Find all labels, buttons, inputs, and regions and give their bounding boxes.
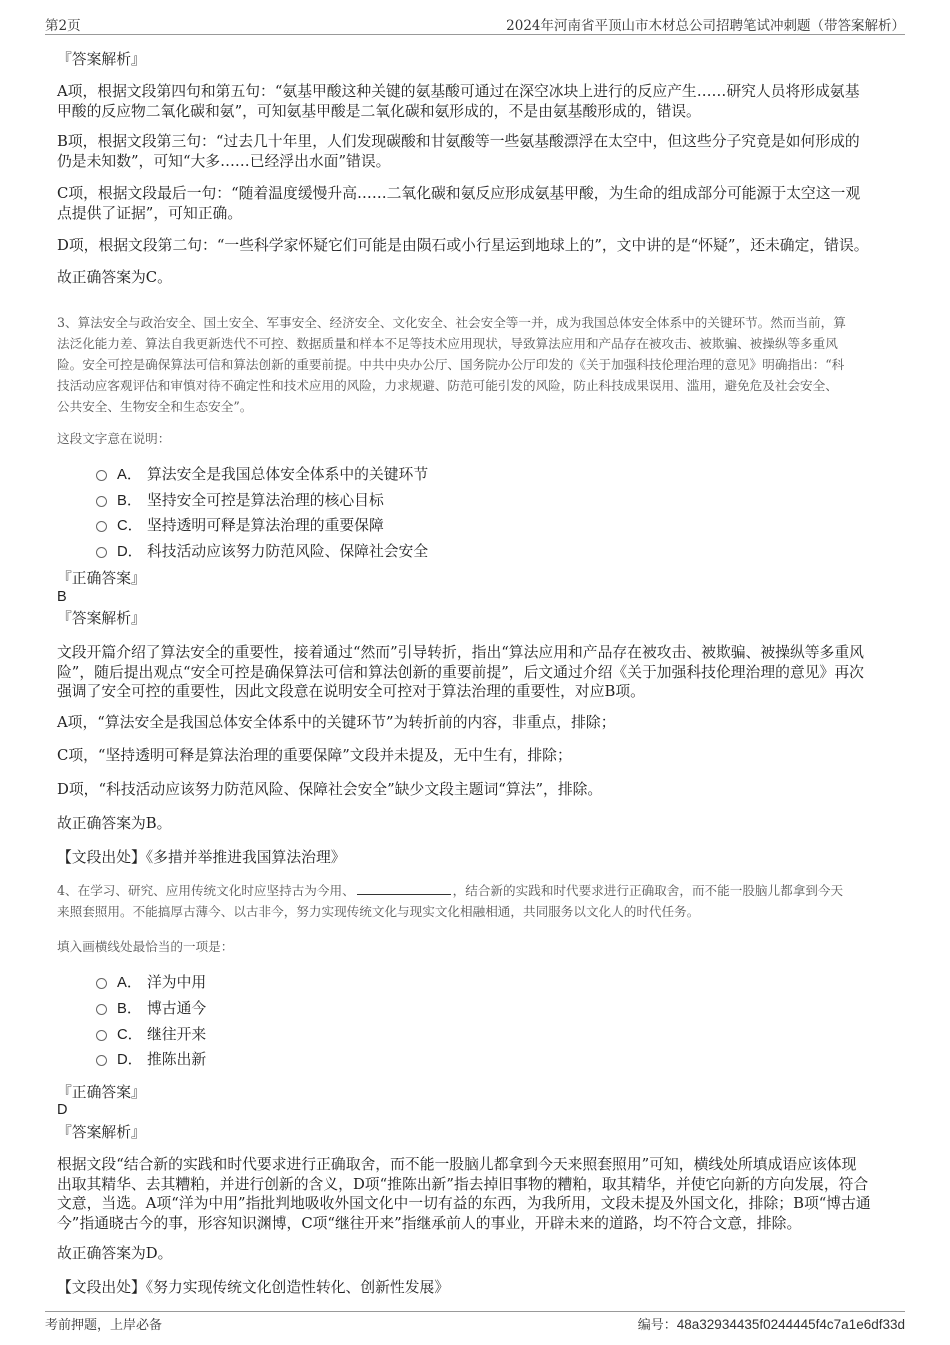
text-line: 文意，当选。A项“洋为中用”指批判地吸收外国文化中一切有益的东西，为我所用，文段未提及外国文化，排除；B项“博古通 [57,1195,871,1212]
radio-icon[interactable] [96,1030,107,1041]
q3-source: 【文段出处】《多措并举推进我国算法治理》 [57,849,346,866]
document-id [638,1314,905,1333]
q3-option-b[interactable] [96,489,384,509]
fill-blank [357,882,451,895]
q3-option-d[interactable] [96,540,428,560]
document-title: 2024年河南省平顶山市木材总公司招聘笔试冲刺题（带答案解析） [506,18,905,34]
q4-option-b[interactable] [96,997,206,1017]
text-line: 仍是未知数”，可知“大多……已经浮出水面”错误。 [57,152,391,170]
radio-icon[interactable] [96,547,107,558]
q4-option-d[interactable] [96,1048,206,1068]
q3-analysis [57,643,889,702]
radio-icon[interactable] [96,496,107,507]
q3-option-a-analysis: A项，“算法安全是我国总体安全体系中的关键环节”为转折前的内容，非重点，排除； [57,714,616,731]
q4-prompt: 填入画横线处最恰当的一项是： [57,939,234,954]
option-letter: A． [117,466,142,483]
q3-analysis-label: 『答案解析』 [57,610,146,627]
text-line: B项，根据文段第三句：“过去几十年里，人们发现碳酸和甘氨酸等一些氨基酸漂浮在太空中，但这些分子究竟是如何形成的 [57,133,860,150]
text-line: 来照套照用。不能搞厚古薄今、以古非今，努力实现传统文化与现实文化相融相通，共同服务以文化人的时代任务。 [57,904,700,919]
footer-slogan: 考前押题，上岸必备 [45,1317,163,1333]
q4-correct-label: 『正确答案』 [57,1084,146,1101]
q4-analysis-label: 『答案解析』 [57,1124,146,1141]
option-letter: C． [117,517,143,534]
option-text: 算法安全是我国总体安全体系中的关键环节 [147,465,429,483]
text-line: 技活动应客观评估和审慎对待不确定性和技术应用的风险，力求规避、防范可能引发的风险，防止科技成果误用、滥用，避免危及社会安全、 [57,378,838,393]
q3-option-c[interactable] [96,514,384,534]
page-number: 第2页 [45,18,81,34]
option-text: 继往开来 [147,1025,207,1043]
q4-source: 【文段出处】《努力实现传统文化创造性转化、创新性发展》 [57,1279,450,1296]
text-segment: ，结合新的实践和时代要求进行正确取舍，而不能一股脑儿都拿到今天 [452,883,844,898]
option-letter: D． [117,1051,143,1068]
q4-option-a[interactable] [96,971,206,991]
text-line: 根据文段“结合新的实践和时代要求进行正确取舍，而不能一股脑儿都拿到今天来照套照用”可知，横线处所填成语应该体现 [57,1156,857,1173]
q2-option-b-analysis [57,132,889,171]
text-line: 公共安全、生物安全和生态安全”。 [57,399,253,414]
option-letter: B． [117,1000,142,1017]
text-line: C项，根据文段最后一句：“随着温度缓慢升高……二氧化碳和氨反应形成氨基甲酸，为生命的组成部分可能源于太空这一观 [57,185,861,202]
option-text: 推陈出新 [147,1050,207,1068]
document-id-label: 编号： [637,1317,677,1333]
option-letter: D． [117,543,143,560]
radio-icon[interactable] [96,978,107,989]
option-letter: B． [117,492,142,509]
text-line: 险”，随后提出观点“安全可控是确保算法可信和算法创新的重要前提”，后文通过介绍《关于加强科技伦理治理的意见》再次 [57,663,864,681]
radio-icon[interactable] [96,1055,107,1066]
radio-icon[interactable] [96,1004,107,1015]
option-letter: C． [117,1026,143,1043]
q3-option-c-analysis: C项，“坚持透明可释是算法治理的重要保障”文段并未提及，无中生有，排除； [57,747,572,764]
q3-conclusion: 故正确答案为B。 [57,815,172,832]
page-footer [45,1311,905,1334]
q3-prompt: 这段文字意在说明： [57,431,171,446]
q2-option-d-analysis: D项，根据文段第二句：“一些科学家怀疑它们可能是由陨石或小行星运到地球上的”，文中讲的是“怀疑”，还未确定，错误。 [57,237,869,254]
text-line: 文段开篇介绍了算法安全的重要性，接着通过“然而”引导转折，指出“算法应用和产品存在被攻击、被欺骗、被操纵等多重风 [57,644,864,661]
q2-analysis-label: 『答案解析』 [57,51,146,68]
text-line: 险。安全可控是确保算法可信和算法创新的重要前提。中共中央办公厅、国务院办公厅印发的《关于加强科技伦理治理的意见》明确指出：“科 [57,357,845,372]
q4-conclusion: 故正确答案为D。 [57,1245,173,1262]
q4-analysis [57,1155,889,1233]
text-line: 点提供了证据”，可知正确。 [57,204,243,222]
option-text: 坚持安全可控是算法治理的核心目标 [147,491,384,509]
option-text: 博古通今 [147,999,207,1017]
q3-correct-label: 『正确答案』 [57,570,146,587]
radio-icon[interactable] [96,470,107,481]
q3-option-a[interactable] [96,463,428,483]
page-header [45,14,905,35]
text-line [57,880,889,901]
radio-icon[interactable] [96,521,107,532]
text-line: 强调了安全可控的重要性，因此文段意在说明安全可控对于算法治理的重要性，对应B项。 [57,683,645,700]
text-line: 出取其精华、去其糟粕，并进行创新的含义，D项“推陈出新”指去掉旧事物的糟粕，取其精华，并使它向新的方向发展，符合 [57,1175,869,1193]
document-id-value: 48a32934435f0244445f4c7a1e6df33d [676,1316,905,1332]
text-line: 甲酸的反应物二氧化碳和氨”，可知氨基甲酸是二氧化碳和氨形成的，不是由氨基酸形成的，错误。 [57,102,701,120]
q3-option-d-analysis: D项，“科技活动应该努力防范风险、保障社会安全”缺少文段主题词“算法”，排除。 [57,781,603,798]
q3-answer: B [57,589,67,605]
q4-passage [57,880,889,922]
text-line: 3、算法安全与政治安全、国土安全、军事安全、经济安全、文化安全、社会安全等一并，成为我国总体安全体系中的关键环节。然而当前，算 [57,315,846,330]
q3-passage [57,312,889,417]
text-line: 今”指通晓古今的事，形容知识渊博，C项“继往开来”指继承前人的事业，开辟未来的道路，均不符合文意，排除。 [57,1214,802,1232]
option-text: 坚持透明可释是算法治理的重要保障 [147,516,384,534]
text-segment: 4、在学习、研究、应用传统文化时应坚持古为今用、 [57,883,355,898]
text-line: A项，根据文段第四句和第五句：“氨基甲酸这种关键的氨基酸可通过在深空冰块上进行的反应产生……研究人员将形成氨基 [57,83,860,100]
q2-conclusion: 故正确答案为C。 [57,269,172,286]
option-letter: A． [117,974,142,991]
q2-option-c-analysis [57,184,889,223]
q2-option-a-analysis [57,82,889,121]
q4-answer: D [57,1102,68,1118]
text-line: 法泛化能力差、算法自我更新迭代不可控、数据质量和样本不足等技术应用现状，导致算法应用和产品存在被攻击、被欺骗、被操纵等多重风 [57,336,838,351]
q4-option-c[interactable] [96,1023,206,1043]
option-text: 科技活动应该努力防范风险、保障社会安全 [147,542,429,560]
option-text: 洋为中用 [147,973,207,991]
